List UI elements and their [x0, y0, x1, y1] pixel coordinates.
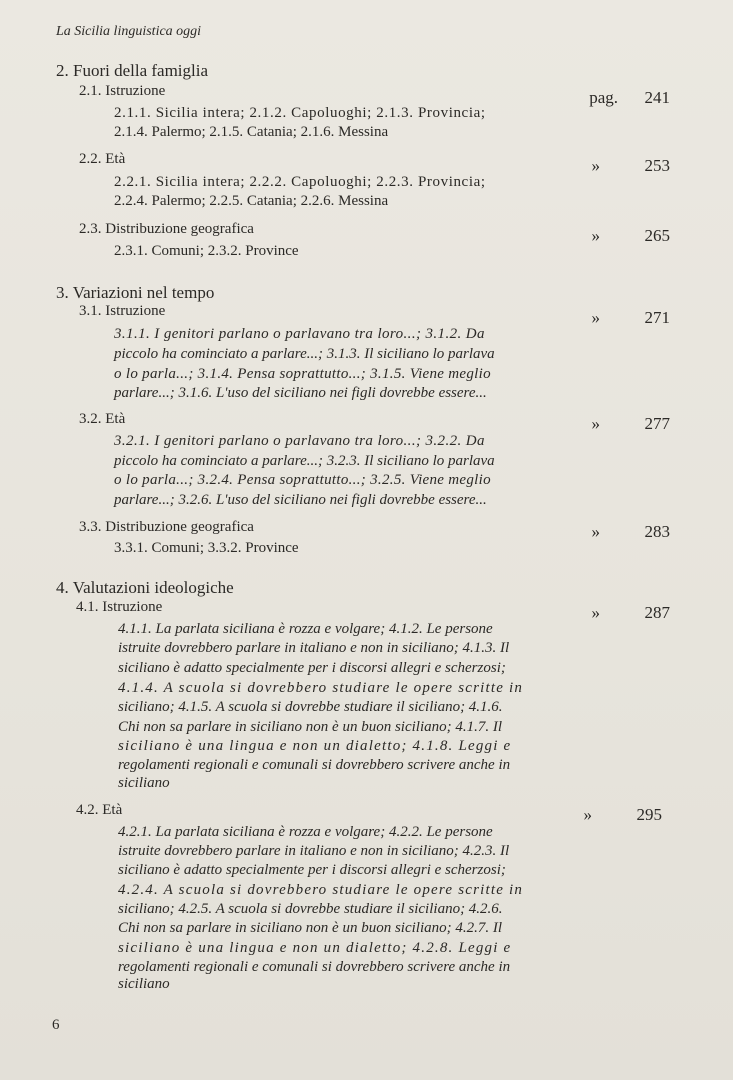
page-ref: [560, 88, 670, 108]
page-marker: »: [591, 603, 600, 622]
page-number-ref: 277: [644, 414, 670, 433]
page-number-ref: 271: [644, 308, 670, 327]
section-desc-line: 4.2.4. A scuola si dovrebbero studiare le opere scritte in: [118, 882, 524, 898]
page-number-ref: 283: [644, 522, 670, 541]
section-desc-line: piccolo ha cominciato a parlare...; 3.2.3. Il siciliano lo parlava: [114, 453, 495, 469]
page-marker: pag.: [589, 88, 618, 107]
page-ref: [560, 522, 670, 542]
section-title: 3.3. Distribuzione geografica: [79, 519, 254, 535]
section-desc-line: istruite dovrebbero parlare in italiano e non in siciliano; 4.1.3. Il: [118, 640, 510, 656]
section-desc-line: 4.1.1. La parlata siciliana è rozza e volgare; 4.1.2. Le persone: [118, 621, 493, 637]
page-marker: »: [591, 156, 600, 175]
chapter-title: 4. Valutazioni ideologiche: [56, 578, 234, 597]
section-desc-line: 2.1.4. Palermo; 2.1.5. Catania; 2.1.6. Messina: [114, 124, 389, 140]
section-desc-line: siciliano è una lingua e non un dialetto; 4.1.8. Leggi e: [118, 738, 512, 754]
section-desc-line: 2.2.1. Sicilia intera; 2.2.2. Capoluoghi; 2.2.3. Provincia;: [114, 174, 486, 190]
page-number-ref: 253: [644, 156, 670, 175]
section-desc-line: 2.2.4. Palermo; 2.2.5. Catania; 2.2.6. Messina: [114, 193, 389, 209]
section-desc-line: siciliano: [118, 976, 170, 992]
page-ref: [560, 603, 670, 623]
page-number-ref: 241: [644, 88, 670, 107]
page-number: 6: [52, 1017, 60, 1033]
page-number-ref: 295: [636, 805, 662, 824]
section-desc-line: parlare...; 3.1.6. L'uso del siciliano nei figli dovrebbe essere...: [114, 385, 487, 401]
section-desc-line: 3.3.1. Comuni; 3.3.2. Province: [114, 540, 299, 556]
page-ref: [560, 414, 670, 434]
section-title: 2.2. Età: [79, 151, 126, 167]
page-ref: [560, 226, 670, 246]
section-desc-line: 2.3.1. Comuni; 2.3.2. Province: [114, 243, 299, 259]
chapter-title: 2. Fuori della famiglia: [56, 61, 209, 80]
section-desc-line: 4.1.4. A scuola si dovrebbero studiare le opere scritte in: [118, 680, 524, 696]
section-desc-line: siciliano è una lingua e non un dialetto; 4.2.8. Leggi e: [118, 940, 512, 956]
section-desc-line: siciliano: [118, 775, 170, 791]
section-desc-line: siciliano; 4.1.5. A scuola si dovrebbe studiare il siciliano; 4.1.6.: [118, 699, 503, 715]
section-desc-line: 3.1.1. I genitori parlano o parlavano tra loro...; 3.1.2. Da: [114, 326, 485, 342]
running-head: La Sicilia linguistica oggi: [56, 24, 202, 39]
page-marker: »: [591, 522, 600, 541]
section-desc-line: piccolo ha cominciato a parlare...; 3.1.3. Il siciliano lo parlava: [114, 346, 495, 362]
page-marker: »: [591, 226, 600, 245]
section-desc-line: o lo parla...; 3.1.4. Pensa soprattutto...; 3.1.5. Viene meglio: [114, 366, 491, 382]
page-marker: »: [583, 805, 592, 824]
section-desc-line: regolamenti regionali e comunali si dovrebbero scrivere anche in: [118, 959, 511, 975]
section-desc-line: Chi non sa parlare in siciliano non è un buon siciliano; 4.1.7. Il: [118, 719, 503, 735]
section-title: 2.3. Distribuzione geografica: [79, 221, 254, 237]
section-title: 4.2. Età: [76, 802, 123, 818]
page-ref: [552, 805, 662, 825]
section-desc-line: Chi non sa parlare in siciliano non è un buon siciliano; 4.2.7. Il: [118, 920, 503, 936]
section-title: 3.1. Istruzione: [79, 303, 166, 319]
section-desc-line: 4.2.1. La parlata siciliana è rozza e volgare; 4.2.2. Le persone: [118, 824, 493, 840]
section-desc-line: 3.2.1. I genitori parlano o parlavano tra loro...; 3.2.2. Da: [114, 433, 485, 449]
section-title: 4.1. Istruzione: [76, 599, 163, 615]
section-desc-line: o lo parla...; 3.2.4. Pensa soprattutto...; 3.2.5. Viene meglio: [114, 472, 491, 488]
section-desc-line: istruite dovrebbero parlare in italiano e non in siciliano; 4.2.3. Il: [118, 843, 510, 859]
section-title: 2.1. Istruzione: [79, 83, 166, 99]
page-marker: »: [591, 414, 600, 433]
section-desc-line: siciliano; 4.2.5. A scuola si dovrebbe studiare il siciliano; 4.2.6.: [118, 901, 503, 917]
page-number-ref: 265: [644, 226, 670, 245]
section-desc-line: siciliano è adatto specialmente per i discorsi allegri e scherzosi;: [118, 862, 506, 878]
section-desc-line: parlare...; 3.2.6. L'uso del siciliano nei figli dovrebbe essere...: [114, 492, 487, 508]
page-number-ref: 287: [644, 603, 670, 622]
page-marker: »: [591, 308, 600, 327]
section-title: 3.2. Età: [79, 411, 126, 427]
section-desc-line: siciliano è adatto specialmente per i discorsi allegri e scherzosi;: [118, 660, 506, 676]
section-desc-line: 2.1.1. Sicilia intera; 2.1.2. Capoluoghi; 2.1.3. Provincia;: [114, 105, 486, 121]
section-desc-line: regolamenti regionali e comunali si dovrebbero scrivere anche in: [118, 757, 511, 773]
page-ref: [560, 308, 670, 328]
page-ref: [560, 156, 670, 176]
chapter-title: 3. Variazioni nel tempo: [56, 283, 215, 302]
